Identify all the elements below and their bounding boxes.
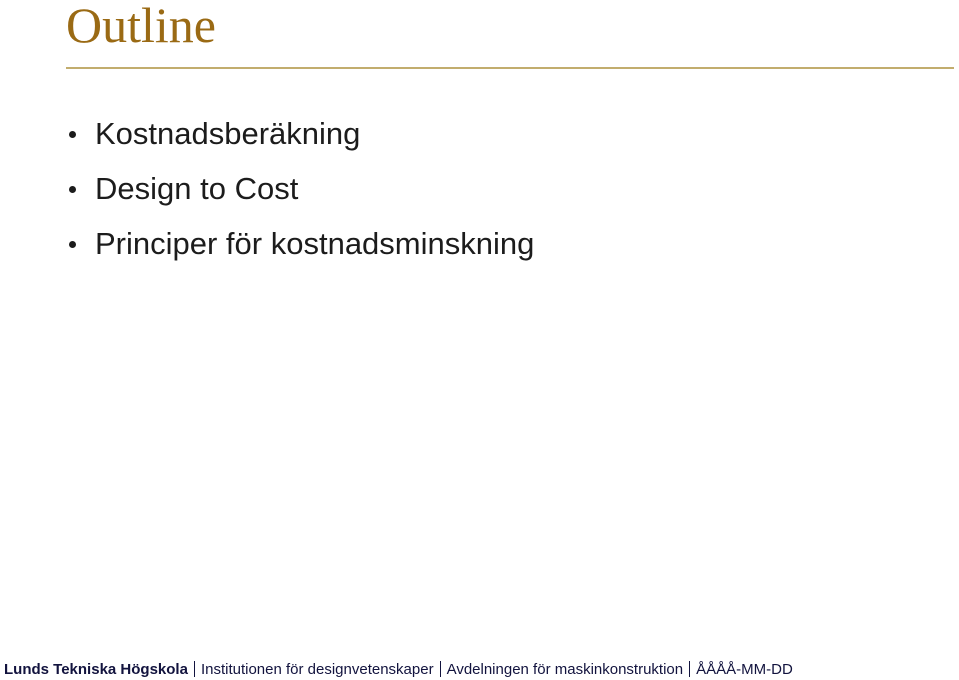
footer-separator [440, 661, 441, 677]
bullet-list [66, 112, 534, 277]
bullet-text: Principer för kostnadsminskning [95, 226, 535, 261]
footer-division: Avdelningen för maskinkonstruktion [446, 661, 684, 678]
bullet-icon [69, 241, 76, 248]
footer-separator [194, 661, 195, 677]
footer-separator [689, 661, 690, 677]
bullet-item [66, 112, 534, 167]
slide-footer [4, 660, 793, 680]
bullet-item [66, 222, 534, 277]
footer-department: Institutionen för designvetenskaper [200, 661, 434, 678]
title-divider [66, 67, 954, 69]
bullet-text: Design to Cost [95, 171, 299, 206]
bullet-item [66, 167, 534, 222]
footer-institution: Lunds Tekniska Högskola [4, 661, 188, 678]
bullet-icon [69, 131, 76, 138]
footer-date: ÅÅÅÅ-MM-DD [696, 661, 793, 678]
bullet-icon [69, 186, 76, 193]
bullet-text: Kostnadsberäkning [95, 116, 361, 151]
slide-title: Outline [66, 0, 216, 53]
